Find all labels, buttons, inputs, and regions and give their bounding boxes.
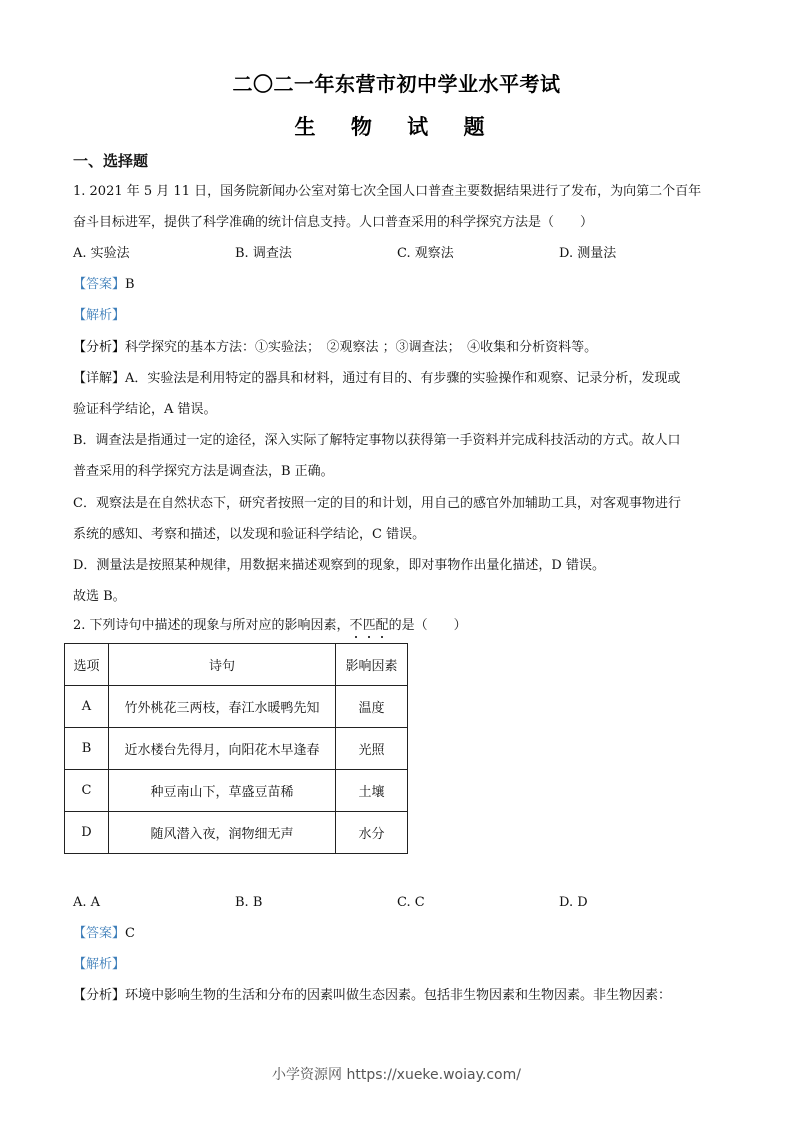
analysis-tag: 【分析】: [73, 340, 126, 355]
poem-table: [64, 643, 408, 854]
header-option: 选项: [65, 644, 109, 686]
answer-tag: 【答案】: [73, 926, 126, 941]
emphasis-char: 配: [375, 618, 389, 633]
cell-factor: 土壤: [336, 770, 408, 812]
q2-analysis-header: 【解析】: [73, 957, 126, 972]
detail-text: A．实验法是利用特定的器具和材料，通过有目的、有步骤的实验操作和观察、记录分析，发现或: [125, 371, 681, 386]
table-header-row: [65, 644, 408, 686]
q1-conclusion: 故选 B。: [73, 589, 126, 604]
analysis-text: 环境中影响生物的生活和分布的因素叫做生态因素。包括非生物因素和生物因素。非生物因素：: [125, 988, 672, 1003]
q2-option-d: D. D: [559, 895, 588, 910]
header-poem: 诗句: [109, 644, 336, 686]
q1-stem-line1: 1. 2021 年 5 月 11 日，国务院新闻办公室对第七次全国人口普查主要数据结果进行了发布，为向第二个百年: [73, 184, 702, 199]
table-row: [65, 728, 408, 770]
q1-stem-line2: 奋斗目标进军，提供了科学准确的统计信息支持。人口普查采用的科学探究方法是（ ）: [73, 215, 594, 230]
cell-option: C: [65, 770, 109, 812]
cell-poem: 近水楼台先得月，向阳花木早逢春: [109, 728, 336, 770]
cell-option: A: [65, 686, 109, 728]
q1-analysis-header: 【解析】: [73, 308, 126, 323]
q1-detail-b1: B．调查法是指通过一定的途径，深入实际了解特定事物以获得第一手资料并完成科技活动的方式。故人口: [73, 433, 681, 448]
cell-poem: 随风潜入夜，润物细无声: [109, 812, 336, 854]
analysis-tag: 【分析】: [73, 988, 126, 1003]
q1-detail-c2: 系统的感知、考察和描述，以发现和验证科学结论，C 错误。: [73, 527, 426, 542]
q2-stem: [73, 617, 467, 635]
q2-stem-suffix: 的是（ ）: [388, 618, 467, 633]
answer-tag: 【答案】: [73, 277, 126, 292]
detail-tag: 【详解】: [73, 371, 126, 386]
q2-option-a: A. A: [73, 895, 101, 910]
q1-option-d: D. 测量法: [559, 246, 617, 261]
cell-option: D: [65, 812, 109, 854]
section-heading: 一、选择题: [73, 152, 149, 170]
emphasis-char: 匹: [362, 618, 376, 633]
answer-value: C: [125, 926, 135, 941]
header-factor: 影响因素: [336, 644, 408, 686]
cell-option: B: [65, 728, 109, 770]
q2-answer: [73, 925, 135, 943]
cell-factor: 水分: [336, 812, 408, 854]
cell-factor: 光照: [336, 728, 408, 770]
document-subtitle: 生 物 试 题: [294, 115, 499, 139]
q1-option-c: C. 观察法: [397, 246, 454, 261]
table-row: [65, 812, 408, 854]
q2-option-b: B. B: [235, 895, 263, 910]
q2-option-c: C. C: [397, 895, 425, 910]
emphasis-char: 不: [349, 618, 363, 633]
q1-answer: [73, 276, 135, 294]
q2-analysis: [73, 987, 671, 1005]
q1-analysis: [73, 339, 597, 357]
table-row: [65, 686, 408, 728]
answer-value: B: [125, 277, 135, 292]
q1-detail-d1: D．测量法是按照某种规律，用数据来描述观察到的现象，即对事物作出量化描述，D 错误。: [73, 558, 605, 573]
q1-detail-a1: [73, 370, 680, 388]
table-row: [65, 770, 408, 812]
cell-poem: 竹外桃花三两枝，春江水暖鸭先知: [109, 686, 336, 728]
footer-watermark: 小学资源网 https://xueke.woiay.com/: [272, 1067, 521, 1083]
q1-option-b: B. 调查法: [235, 246, 292, 261]
q1-detail-a2: 验证科学结论，A 错误。: [73, 402, 217, 417]
analysis-text: 科学探究的基本方法：①实验法； ②观察法 ；③调查法； ④收集和分析资料等。: [125, 340, 598, 355]
q1-detail-c1: C．观察法是在自然状态下，研究者按照一定的目的和计划，用自己的感官外加辅助工具，对客观事物进行: [73, 496, 681, 511]
q1-detail-b2: 普查采用的科学探究方法是调查法，B 正确。: [73, 464, 334, 479]
document-title: 二〇二一年东营市初中学业水平考试: [232, 72, 561, 96]
q1-option-a: A. 实验法: [73, 246, 130, 261]
cell-poem: 种豆南山下，草盛豆苗稀: [109, 770, 336, 812]
cell-factor: 温度: [336, 686, 408, 728]
q2-stem-prefix: 2. 下列诗句中描述的现象与所对应的影响因素，: [73, 618, 350, 633]
